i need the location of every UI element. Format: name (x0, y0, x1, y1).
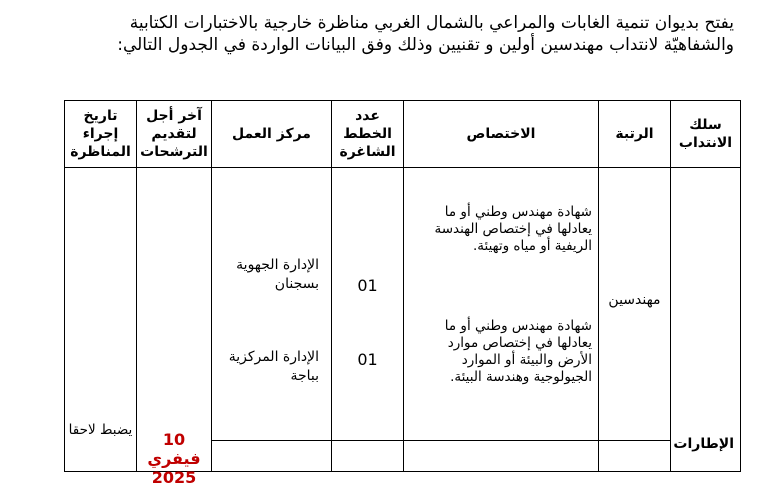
deadline-value: 10 فيفري 2025 (147, 430, 201, 487)
header-grade: الرتبة (599, 101, 671, 168)
corps-value: الإطارات (673, 436, 734, 452)
cell-positions-empty (332, 441, 404, 472)
table-header-row (65, 101, 741, 168)
intro-line-1: يفتح بديوان تنمية الغابات والمراعي بالشمال الغربي مناظرة خارجية بالاختبارات الكتابية (129, 13, 734, 33)
positions-1: 01 (357, 276, 378, 295)
header-exam-date: تاريخ إجراء المناظرة (65, 101, 137, 168)
header-workplace: مركز العمل (212, 101, 332, 168)
workplace-1: الإدارة الجهوية بسجنان (236, 257, 319, 292)
cell-positions (332, 168, 404, 441)
cell-specialty-empty (404, 441, 599, 472)
intro-line-2: والشفاهيّة لانتداب مهندسين أولين و تقنيين وذلك وفق البيانات الواردة في الجدول التالي: (117, 35, 734, 55)
workplace-2: الإدارة المركزية بباجة (228, 349, 319, 384)
header-deadline: آخر أجل لتقديم الترشحات (137, 101, 212, 168)
cell-workplace (212, 168, 332, 441)
header-corps: سلك الانتداب (671, 101, 741, 168)
cell-specialty (404, 168, 599, 441)
header-positions: عدد الخطط الشاغرة (332, 101, 404, 168)
specialty-2: شهادة مهندس وطني أو ما يعادلها في إختصاص موارد الأرض والبيئة أو الموارد الجيولوجية وهندسة البيئة. (444, 318, 592, 385)
grade-value: مهندسين (608, 292, 661, 308)
specialty-1: شهادة مهندس وطني أو ما يعادلها في إختصاص الهندسة الريفية أو مياه وتهيئة. (434, 204, 592, 254)
exam-date-value: يضبط لاحقا (68, 422, 133, 438)
cell-grade (599, 168, 671, 441)
intro-paragraph (34, 12, 734, 56)
cell-corps (671, 168, 741, 472)
recruitment-table (64, 100, 741, 487)
header-specialty: الاختصاص (404, 101, 599, 168)
cell-exam-date (65, 168, 137, 472)
cell-workplace-empty (212, 441, 332, 472)
cell-deadline (137, 168, 212, 487)
table-row (65, 168, 741, 441)
cell-grade-empty (599, 441, 671, 472)
positions-2: 01 (357, 350, 378, 369)
